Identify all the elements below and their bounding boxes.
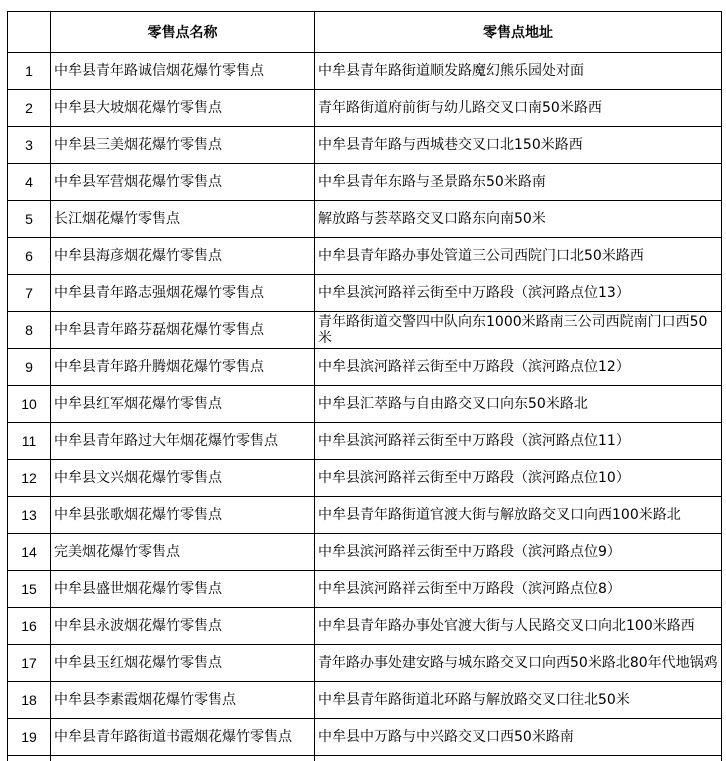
row-index: 7 xyxy=(8,275,51,312)
row-name: 中牟县永波烟花爆竹零售点 xyxy=(51,608,315,645)
row-index: 6 xyxy=(8,238,51,275)
row-index: 14 xyxy=(8,534,51,571)
row-address: 中牟县青年路办事处官渡大街与人民路交叉口向北100米路西 xyxy=(315,608,722,645)
row-name: 中牟县青年路志强烟花爆竹零售点 xyxy=(51,275,315,312)
row-address: 青年路街道交警四中队向东1000米路南三公司西院南门口西50米 xyxy=(315,312,722,349)
table-row xyxy=(8,90,722,127)
row-index: 18 xyxy=(8,682,51,719)
table-row xyxy=(8,53,722,90)
row-name: 中牟县红军烟花爆竹零售点 xyxy=(51,386,315,423)
table-row xyxy=(8,164,722,201)
table-row xyxy=(8,682,722,719)
table-row xyxy=(8,386,722,423)
row-index: 2 xyxy=(8,90,51,127)
table-row xyxy=(8,571,722,608)
row-index: 16 xyxy=(8,608,51,645)
row-name: 长江烟花爆竹零售点 xyxy=(51,201,315,238)
header-address: 零售点地址 xyxy=(315,12,722,53)
row-name: 完美烟花爆竹零售点 xyxy=(51,534,315,571)
row-index: 8 xyxy=(8,312,51,349)
row-name: 中牟县青年路升腾烟花爆竹零售点 xyxy=(51,349,315,386)
row-index: 3 xyxy=(8,127,51,164)
row-index: 1 xyxy=(8,53,51,90)
row-index: 4 xyxy=(8,164,51,201)
row-address: 中牟县滨河路祥云街至中万路段（滨河路点位8） xyxy=(315,571,722,608)
table-row xyxy=(8,534,722,571)
row-name: 中牟县李素霞烟花爆竹零售点 xyxy=(51,682,315,719)
row-index: 15 xyxy=(8,571,51,608)
row-address: 中牟县青年路街道顺发路魔幻熊乐园处对面 xyxy=(315,53,722,90)
table-row xyxy=(8,275,722,312)
row-address: 中牟县青年路街道北环路与解放路交叉口往北50米 xyxy=(315,682,722,719)
table-row xyxy=(8,127,722,164)
row-name: 中牟县三美烟花爆竹零售点 xyxy=(51,127,315,164)
row-address: 中牟县青年路街道官渡大街与解放路交叉口向西100米路北 xyxy=(315,497,722,534)
row-name: 中牟县大坡烟花爆竹零售点 xyxy=(51,90,315,127)
row-name: 中牟县青年路诚信烟花爆竹零售点 xyxy=(51,53,315,90)
row-name: 中牟县军营烟花爆竹零售点 xyxy=(51,164,315,201)
row-index xyxy=(8,756,51,761)
row-name: 中牟县盛世烟花爆竹零售点 xyxy=(51,571,315,608)
table-row xyxy=(8,497,722,534)
row-address: 青年路街道府前街与幼儿路交叉口南50米路西 xyxy=(315,90,722,127)
table-row xyxy=(8,349,722,386)
table-row xyxy=(8,238,722,275)
row-index: 5 xyxy=(8,201,51,238)
row-name: 中牟县青年路过大年烟花爆竹零售点 xyxy=(51,423,315,460)
row-address: 中牟县滨河路祥云街至中万路段（滨河路点位11） xyxy=(315,423,722,460)
table-row xyxy=(8,460,722,497)
table-row xyxy=(8,756,722,761)
table-header-row xyxy=(8,12,722,53)
row-index: 17 xyxy=(8,645,51,682)
row-name: 中牟县海彦烟花爆竹零售点 xyxy=(51,238,315,275)
row-address: 中牟县青年东路与圣景路东50米路南 xyxy=(315,164,722,201)
table-row xyxy=(8,423,722,460)
row-address: 中牟县滨河路祥云街至中万路段（滨河路点位12） xyxy=(315,349,722,386)
table-row xyxy=(8,719,722,756)
table-row xyxy=(8,201,722,238)
table-row xyxy=(8,312,722,349)
row-address: 青年路办事处建安路与城东路交叉口向西50米路北80年代地锅鸡 xyxy=(315,645,722,682)
table-row xyxy=(8,608,722,645)
row-address: 解放路与荟萃路交叉口路东向南50米 xyxy=(315,201,722,238)
row-index: 13 xyxy=(8,497,51,534)
retail-points-table xyxy=(7,11,722,761)
row-address xyxy=(315,756,722,761)
row-name: 中牟县青年路街道书霞烟花爆竹零售点 xyxy=(51,719,315,756)
row-index: 12 xyxy=(8,460,51,497)
row-name xyxy=(51,756,315,761)
table-row xyxy=(8,645,722,682)
row-address: 中牟县青年路与西城巷交叉口北150米路西 xyxy=(315,127,722,164)
row-index: 9 xyxy=(8,349,51,386)
row-address: 中牟县汇萃路与自由路交叉口向东50米路北 xyxy=(315,386,722,423)
row-name: 中牟县文兴烟花爆竹零售点 xyxy=(51,460,315,497)
row-index: 10 xyxy=(8,386,51,423)
row-address: 中牟县滨河路祥云街至中万路段（滨河路点位13） xyxy=(315,275,722,312)
header-index xyxy=(8,12,51,53)
header-name: 零售点名称 xyxy=(51,12,315,53)
row-index: 11 xyxy=(8,423,51,460)
row-name: 中牟县张歌烟花爆竹零售点 xyxy=(51,497,315,534)
table-body xyxy=(8,53,722,761)
row-address: 中牟县滨河路祥云街至中万路段（滨河路点位10） xyxy=(315,460,722,497)
row-address: 中牟县中万路与中兴路交叉口西50米路南 xyxy=(315,719,722,756)
row-name: 中牟县青年路芬磊烟花爆竹零售点 xyxy=(51,312,315,349)
row-address: 中牟县滨河路祥云街至中万路段（滨河路点位9） xyxy=(315,534,722,571)
row-name: 中牟县玉红烟花爆竹零售点 xyxy=(51,645,315,682)
row-address: 中牟县青年路办事处管道三公司西院门口北50米路西 xyxy=(315,238,722,275)
row-index: 19 xyxy=(8,719,51,756)
